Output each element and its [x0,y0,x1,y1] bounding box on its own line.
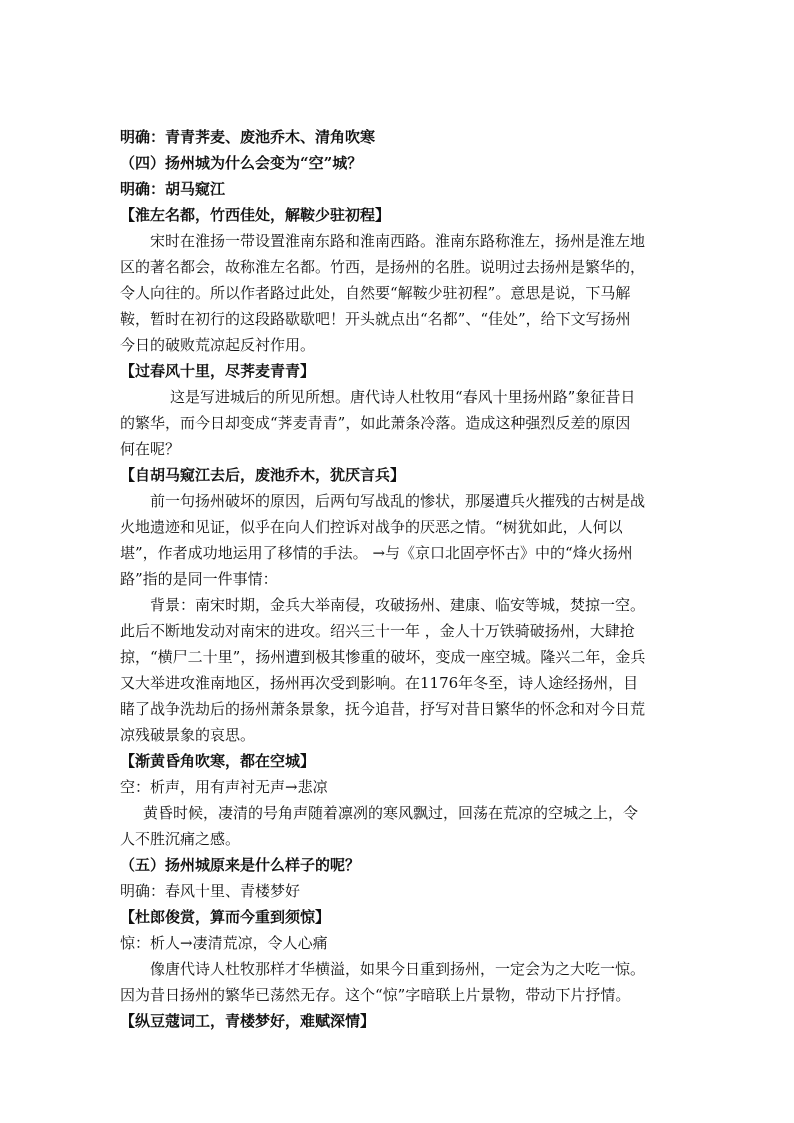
answer-line: 明确：胡马窥江 [120,180,226,198]
paragraph-line: 鞍，暂时在初行的这段路歇歇吧！开头就点出“名都”、“佳处”，给下文写扬州 [120,310,631,328]
verse-heading: 【杜郎俊赏，算而今重到须惊】 [120,908,331,926]
paragraph-line: 睹了战争洗劫后的扬州萧条景象，抚今追昔，抒写对昔日繁华的怀念和对今日荒 [120,700,646,718]
verse-heading: 【自胡马窥江去后，废池乔木，犹厌言兵】 [120,466,406,484]
paragraph-line: 掠，“横尸二十里”，扬州遭到极其惨重的破坏，变成一座空城。隆兴二年，金兵 [120,648,646,666]
paragraph-line: 路”指的是同一件事情： [120,570,278,588]
analysis-line: 惊：析人→凄清荒凉，令人心痛 [120,934,328,952]
paragraph-line: 何在呢？ [120,440,181,458]
verse-heading: 【渐黄昏角吹寒，都在空城】 [120,752,316,770]
paragraph-line: 令人向往的。所以作者路过此处，自然要“解鞍少驻初程”。意思是说，下马解 [120,284,631,302]
verse-heading: 【过春风十里，尽荠麦青青】 [120,362,316,380]
paragraph-line: 人不胜沉痛之感。 [120,830,241,848]
paragraph-line: 黄昏时候，凄清的号角声随着凛冽的寒风飘过，回荡在荒凉的空城之上，令 [143,804,639,822]
paragraph-line: 的繁华，而今日却变成“荠麦青青”，如此萧条冷落。造成这种强烈反差的原因 [120,414,631,432]
verse-heading: 【纵豆蔻词工，青楼梦好，难赋深情】 [120,1012,376,1030]
analysis-line: 空：析声，用有声衬无声→悲凉 [120,778,328,796]
paragraph-line: 前一句扬州破坏的原因，后两句写战乱的惨状，那屡遭兵火摧残的古树是战 [150,492,646,510]
paragraph-line: 宋时在淮扬一带设置淮南东路和淮南西路。淮南东路称淮左，扬州是淮左地 [150,232,646,250]
paragraph-line: 像唐代诗人杜牧那样才华横溢，如果今日重到扬州，一定会为之大吃一惊。 [150,960,646,978]
paragraph-line: 这是写进城后的所见所想。唐代诗人杜牧用“春风十里扬州路”象征昔日 [170,388,636,406]
paragraph-line: 区的著名都会，故称淮左名都。竹西，是扬州的名胜。说明过去扬州是繁华的， [120,258,646,276]
paragraph-line: 火地遗迹和见证，似乎在向人们控诉对战争的厌恶之情。“树犹如此，人何以 [120,518,623,536]
question-heading: （四）扬州城为什么会变为“空”城？ [120,154,363,172]
verse-heading: 【淮左名都，竹西佳处，解鞍少驻初程】 [120,206,391,224]
paragraph-line: 堪”，作者成功地运用了移情的手法。 →与《京口北固亭怀古》中的“烽火扬州 [120,544,633,562]
paragraph-line: 因为昔日扬州的繁华已荡然无存。这个“惊”字暗联上片景物，带动下片抒情。 [120,986,631,1004]
paragraph-line: 凉残破景象的哀思。 [120,726,256,744]
answer-line: 明确：青青荠麦、废池乔木、清角吹寒 [120,128,376,146]
paragraph-line: 今日的破败荒凉起反衬作用。 [120,336,316,354]
answer-line: 明确：春风十里、青楼梦好 [120,882,301,900]
paragraph-line: 背景：南宋时期，金兵大举南侵，攻破扬州、建康、临安等城，焚掠一空。 [150,596,646,614]
paragraph-line: 又大举进攻淮南地区，扬州再次受到影响。在1176年冬至，诗人途经扬州，目 [120,674,639,692]
paragraph-line: 此后不断地发动对南宋的进攻。绍兴三十一年 ，金人十万铁骑破扬州，大肆抢 [120,622,635,640]
question-heading: （五）扬州城原来是什么样子的呢？ [120,856,361,874]
